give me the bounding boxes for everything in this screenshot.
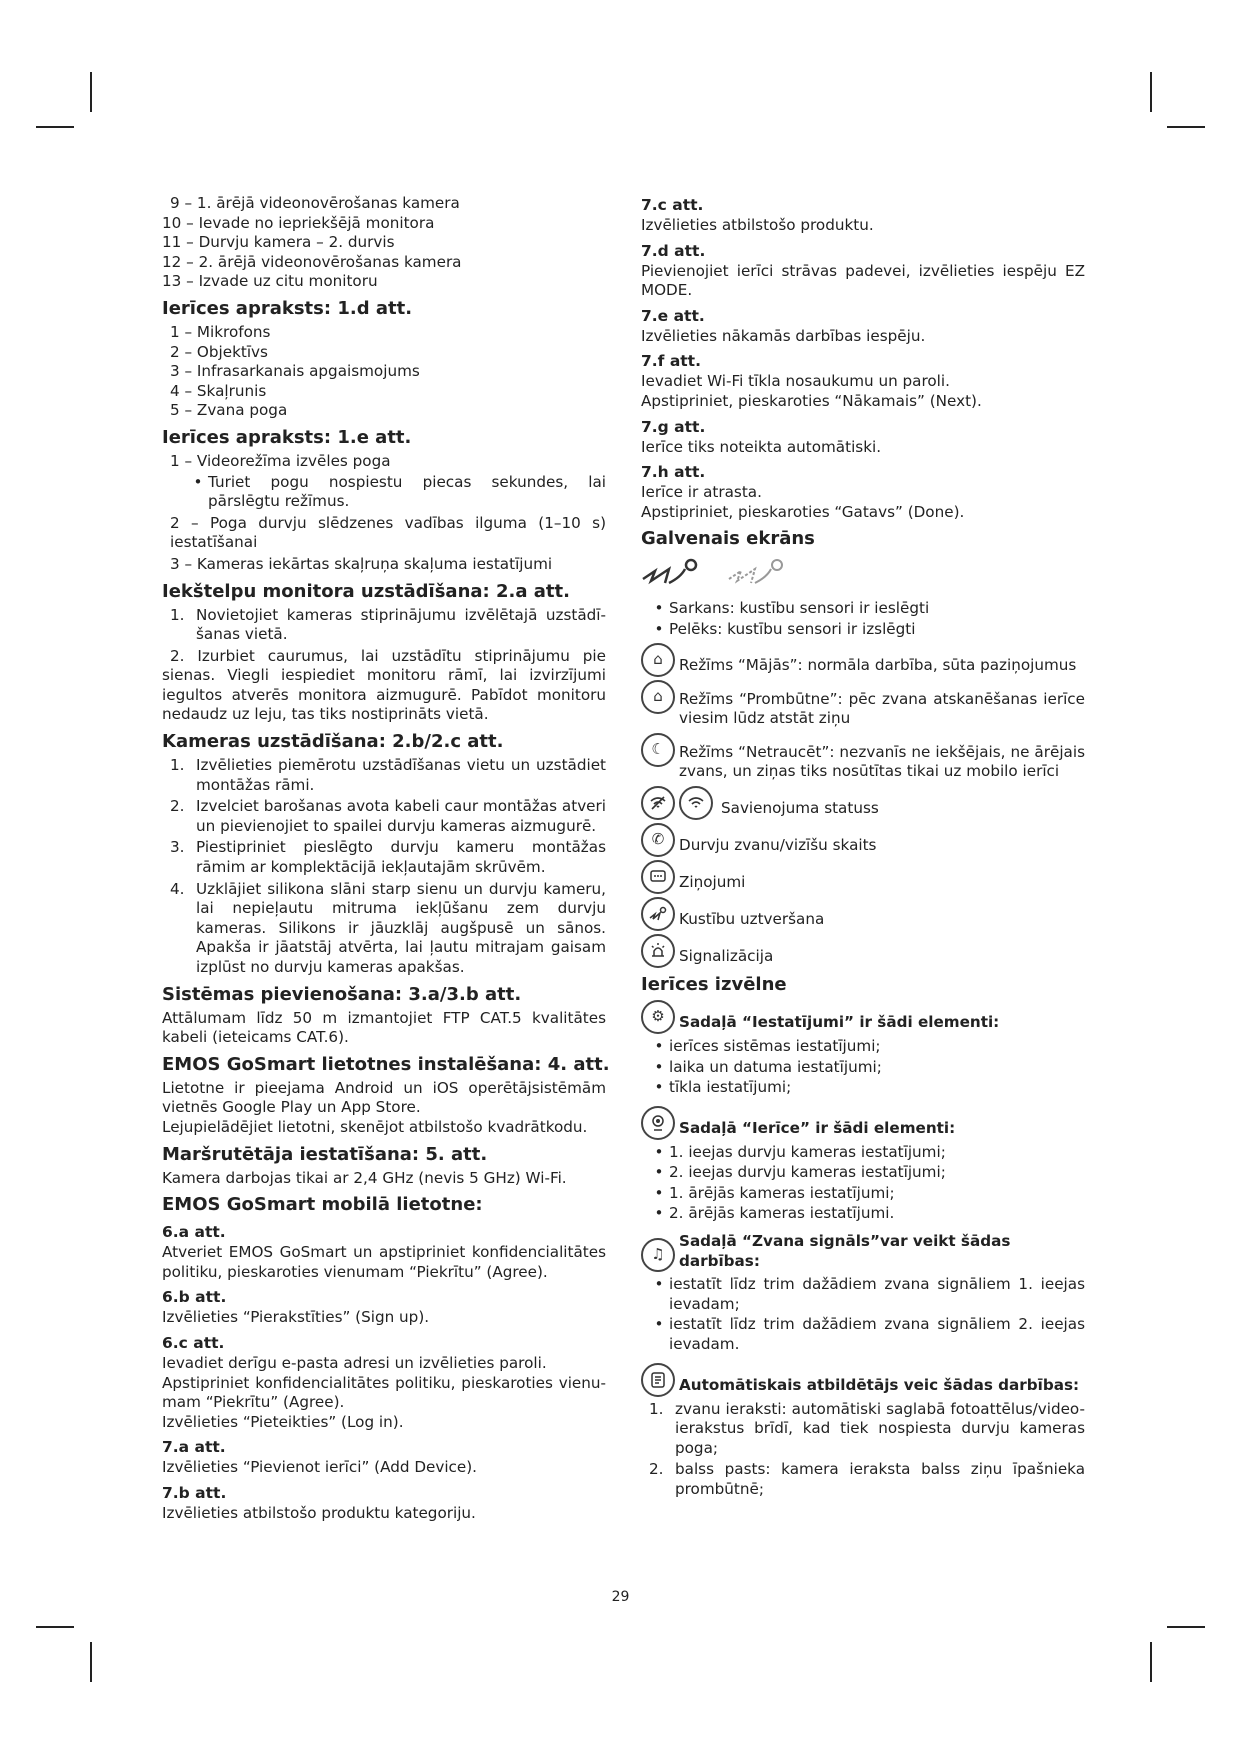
icon-row <box>641 1363 1085 1397</box>
bullet-text: iestatīt līdz trim dažādiem zvana signāliem 2. ieejas ievadam. <box>669 1315 1085 1354</box>
wifi-icon <box>679 786 713 820</box>
bullet-item <box>641 1143 1085 1163</box>
bullet-item <box>641 1204 1085 1224</box>
icon-label: Režīms “Prombūtne”: pēc zvana atskanēšanas ierīce viesim lūdz atstāt ziņu <box>679 689 1085 728</box>
icon-label: Signalizācija <box>679 947 774 966</box>
paragraph: Ierīce tiks noteikta automātiski. <box>641 437 882 456</box>
icon-label: Sadaļā “Iestatījumi” ir šādi elementi: <box>679 1013 1000 1032</box>
alarm-icon <box>641 934 675 968</box>
paragraph: Atveriet EMOS GoSmart un apstipriniet konfidencialitātes politiku, pieskaroties vienumam “Piekrītu” (Agree). <box>162 1243 606 1281</box>
subheading: 7.b att. <box>162 1483 227 1502</box>
bullet-text: 2. ārējās kameras iestatījumi. <box>669 1204 895 1223</box>
paragraph: Apstipriniet, pieskaroties “Gatavs” (Done). <box>641 502 965 521</box>
dnd-icon: ☾ <box>641 733 675 767</box>
subheading: 7.g att. <box>641 417 706 436</box>
paragraph: Apstipriniet, pieskaroties “Nākamais” (Next). <box>641 391 982 410</box>
paragraph: 2. Izurbiet caurumus, lai uzstādītu stiprinājumu pie sienas. Viegli iespiediet monitoru rāmī, lai izvirzījumi iegultos atverēs monitora aizmugurē. Pabīdot monitoru nedaudz uz leju, tas tiks nostiprināts vietā. <box>162 646 606 724</box>
list-item: 2 – Objektīvs <box>170 342 268 361</box>
page-number: 29 <box>611 1589 630 1605</box>
paragraph: Ierīce ir atrasta. <box>641 483 762 502</box>
section-heading: Galvenais ekrāns <box>641 528 815 550</box>
numbered-item <box>641 1400 1085 1459</box>
bullet-text: Pelēks: kustību sensori ir izslēgti <box>669 619 916 638</box>
bullet-text: laika un datuma iestatījumi; <box>669 1057 882 1076</box>
icon-row <box>641 733 1085 783</box>
icon-label: Savienojuma statuss <box>721 799 879 818</box>
paragraph: Izvēlieties atbilstošo produktu kategoriju. <box>162 1503 476 1522</box>
bullet-item <box>162 473 606 512</box>
item-text: Uzklājiet silikona slāni starp sienu un durvju kameru, lai nepieļautu mitruma iekļūšanu zem durvju kameras. Silikons ir jāuzklāj augšpusē un sānos. Apakša ir jāatstāj atvērta, lai ļautu mitrajam gaisam izplūst no durvju kameras apakšas. <box>196 879 606 976</box>
music-icon: ♫ <box>641 1238 675 1272</box>
item-number: 1. <box>649 1399 664 1418</box>
numbered-item <box>162 606 606 645</box>
numbered-item <box>162 797 606 836</box>
item-number: 1. <box>170 605 185 624</box>
item-number: 2. <box>170 797 185 816</box>
subheading: 7.c att. <box>641 196 704 214</box>
phone-icon: ✆ <box>641 823 675 857</box>
section-heading: Iekštelpu monitora uzstādīšana: 2.a att. <box>162 580 570 602</box>
paragraph: Apstipriniet konfidencialitātes politiku, pieskaroties vienu- mam “Piekrītu” (Agree). <box>162 1373 606 1412</box>
bullet: • <box>654 1057 664 1076</box>
icon-label: Režīms “Mājās”: normāla darbība, sūta paziņojumus <box>679 655 1077 674</box>
icon-label: Automātiskais atbildētājs veic šādas darbības: <box>679 1376 1080 1395</box>
section-heading: Sistēmas pievienošana: 3.a/3.b att. <box>162 983 522 1005</box>
bullet: • <box>654 1078 664 1097</box>
bullet-text: Sarkans: kustību sensori ir ieslēgti <box>669 599 930 618</box>
bullet-text: tīkla iestatījumi; <box>669 1078 792 1097</box>
icon-label: Durvju zvanu/vizīšu skaits <box>679 836 877 855</box>
list-item: 3 – Infrasarkanais apgaismojums <box>170 362 420 381</box>
icon-row <box>641 786 1085 820</box>
icon-row <box>641 934 1085 968</box>
bullet: • <box>654 1275 664 1294</box>
bullet: • <box>654 1315 664 1334</box>
bullet: • <box>654 1036 664 1055</box>
paragraph: Izvēlieties atbilstošo produktu. <box>641 216 874 234</box>
item-text: Novietojiet kameras stiprinājumu izvēlētajā uzstādī- šanas vietā. <box>196 605 606 644</box>
icon-row <box>641 860 1085 894</box>
crop-mark <box>1167 126 1205 128</box>
bullet: • <box>654 599 664 618</box>
bullet-item <box>641 1078 1085 1098</box>
icon-row <box>641 1106 1085 1140</box>
paragraph: Izvēlieties “Pierakstīties” (Sign up). <box>162 1308 430 1327</box>
subheading: 6.a att. <box>162 1223 226 1242</box>
list-item: 9 – 1. ārējā videonovērošanas kamera <box>170 194 460 212</box>
item-number: 2. <box>649 1460 664 1479</box>
icon-label: Sadaļā “Ierīce” ir šādi elementi: <box>679 1119 956 1138</box>
bullet: • <box>654 1142 664 1161</box>
item-text: Izvelciet barošanas avota kabeli caur montāžas atveri un pievienojiet to spailei durvju kameras aizmugurē. <box>196 797 606 835</box>
icon-row <box>641 680 1085 730</box>
paragraph: Attālumam līdz 50 m izmantojiet FTP CAT.5 kvalitātes kabeli (ieteicams CAT.6). <box>162 1008 606 1047</box>
bullet-text: Turiet pogu nospiestu piecas sekundes, lai pārslēgtu režīmus. <box>208 472 606 511</box>
icon-label: Ziņojumi <box>679 873 746 892</box>
paragraph: Lietotne ir pieejama Android un iOS operētājsistēmām vietnēs Google Play un App Store. <box>162 1078 606 1117</box>
bullet-item <box>641 1315 1085 1354</box>
crop-mark <box>90 1642 92 1682</box>
list-item: 12 – 2. ārējā videonovērošanas kamera <box>162 252 462 271</box>
item-number: 1. <box>170 756 185 775</box>
away-icon: ⌂ <box>641 680 675 714</box>
paragraph: Ievadiet derīgu e-pasta adresi un izvēlieties paroli. <box>162 1353 547 1372</box>
crop-mark <box>90 72 92 112</box>
device-icon <box>641 1106 675 1140</box>
list-item: 4 – Skaļrunis <box>170 381 267 400</box>
section-heading: Maršrutētāja iestatīšana: 5. att. <box>162 1143 488 1165</box>
right-column <box>641 194 1085 1500</box>
item-number: 4. <box>170 879 185 898</box>
bullet-item <box>641 599 1085 619</box>
section-heading: Ierīces apraksts: 1.d att. <box>162 297 413 319</box>
subheading: 7.f att. <box>641 352 701 371</box>
bullet-item <box>641 1058 1085 1078</box>
list-item: 11 – Durvju kamera – 2. durvis <box>162 233 395 252</box>
bullet-item <box>641 1163 1085 1183</box>
bullet: • <box>654 1163 664 1182</box>
bullet-text: ierīces sistēmas iestatījumi; <box>669 1036 881 1055</box>
bullet-item <box>641 620 1085 640</box>
motion-icon <box>641 897 675 931</box>
section-heading: EMOS GoSmart mobilā lietotne: <box>162 1194 483 1216</box>
subheading: 7.d att. <box>641 241 706 260</box>
bullet-item <box>641 1275 1085 1314</box>
numbered-item <box>162 756 606 795</box>
bullet: • <box>654 619 664 638</box>
item-text: Piestipriniet pieslēgto durvju kameru montāžas rāmim ar komplektācijā iekļautajām skrūvēm. <box>196 838 606 877</box>
list-item: 3 – Kameras iekārtas skaļruņa skaļuma iestatījumi <box>170 554 553 573</box>
icon-label: Režīms “Netraucēt”: nezvanīs ne iekšējais, ne ārējais zvans, un ziņas tiks nosūtītas tikai uz mobilo ierīci <box>679 742 1085 781</box>
home-icon: ⌂ <box>641 643 675 677</box>
paragraph: Izvēlieties “Pieteikties” (Log in). <box>162 1412 404 1431</box>
crop-mark <box>36 1626 74 1628</box>
subheading: 6.b att. <box>162 1288 227 1307</box>
icon-row <box>641 823 1085 857</box>
bullet: • <box>193 472 203 491</box>
numbered-item <box>641 1460 1085 1499</box>
icon-label: Sadaļā “Zvana signāls”var veikt šādas darbības: <box>679 1232 1011 1270</box>
icon-row <box>641 897 1085 931</box>
subheading: 7.a att. <box>162 1438 226 1457</box>
section-heading: Kameras uzstādīšana: 2.b/2.c att. <box>162 731 504 753</box>
section-heading: Ierīces izvēlne <box>641 973 787 995</box>
message-icon <box>641 860 675 894</box>
list-item: 13 – Izvade uz citu monitoru <box>162 272 378 291</box>
bullet-text: 1. ieejas durvju kameras iestatījumi; <box>669 1142 946 1161</box>
list-item: 1 – Mikrofons <box>170 322 271 341</box>
list-item: 10 – Ievade no iepriekšējā monitora <box>162 213 435 232</box>
item-text: Izvēlieties piemērotu uzstādīšanas vietu un uzstādiet montāžas rāmi. <box>196 756 606 794</box>
bullet-text: iestatīt līdz trim dažādiem zvana signāliem 1. ieejas ievadam; <box>669 1275 1085 1313</box>
list-item: 1 – Videorežīma izvēles poga <box>170 451 391 470</box>
bullet-text: 2. ieejas durvju kameras iestatījumi; <box>669 1163 946 1182</box>
wifi-off-icon <box>641 786 675 820</box>
crop-mark <box>36 126 74 128</box>
paragraph: Izvēlieties “Pievienot ierīci” (Add Device). <box>162 1458 478 1477</box>
paragraph: Kamera darbojas tikai ar 2,4 GHz (nevis 5 GHz) Wi-Fi. <box>162 1168 567 1187</box>
crop-mark <box>1167 1626 1205 1628</box>
paragraph: Ievadiet Wi-Fi tīkla nosaukumu un paroli. <box>641 372 950 391</box>
paragraph: Pievienojiet ierīci strāvas padevei, izvēlieties iespēju EZ MODE. <box>641 261 1085 300</box>
numbered-item <box>162 880 606 978</box>
bullet-item <box>641 1037 1085 1057</box>
item-text: zvanu ieraksti: automātiski saglabā fotoattēlus/video- ierakstus brīdī, kad tiek nospiesta durvju kameras poga; <box>675 1399 1085 1457</box>
motion-red-icon <box>641 557 703 589</box>
section-heading: EMOS GoSmart lietotnes instalēšana: 4. att. <box>162 1053 610 1075</box>
subheading: 7.e att. <box>641 306 705 325</box>
subheading: 7.h att. <box>641 463 706 482</box>
left-column <box>162 194 610 1524</box>
bullet: • <box>654 1183 664 1202</box>
icon-row <box>641 643 1085 677</box>
paragraph: Lejupielādējiet lietotni, skenējot atbilstošo kvadrātkodu. <box>162 1117 588 1136</box>
bullet: • <box>654 1204 664 1223</box>
motion-gray-icon <box>727 557 789 589</box>
numbered-item <box>162 838 606 877</box>
answering-icon <box>641 1363 675 1397</box>
paragraph: Izvēlieties nākamās darbības iespēju. <box>641 326 926 345</box>
list-item: 5 – Zvana poga <box>170 401 288 420</box>
section-heading: Ierīces apraksts: 1.e att. <box>162 426 412 448</box>
bullet-item <box>641 1184 1085 1204</box>
subheading: 6.c att. <box>162 1333 225 1352</box>
crop-mark <box>1150 1642 1152 1682</box>
icon-row <box>641 1232 1085 1272</box>
motion-icons <box>641 557 1085 589</box>
item-text: balss pasts: kamera ieraksta balss ziņu īpašnieka prombūtnē; <box>675 1460 1085 1498</box>
settings-icon: ⚙ <box>641 1000 675 1034</box>
icon-row <box>641 1000 1085 1034</box>
list-item: 2 – Poga durvju slēdzenes vadības ilguma (1–10 s) iestatīšanai <box>170 513 606 552</box>
item-number: 3. <box>170 838 185 857</box>
icon-label: Kustību uztveršana <box>679 910 825 929</box>
bullet-text: 1. ārējās kameras iestatījumi; <box>669 1183 895 1202</box>
crop-mark <box>1150 72 1152 112</box>
